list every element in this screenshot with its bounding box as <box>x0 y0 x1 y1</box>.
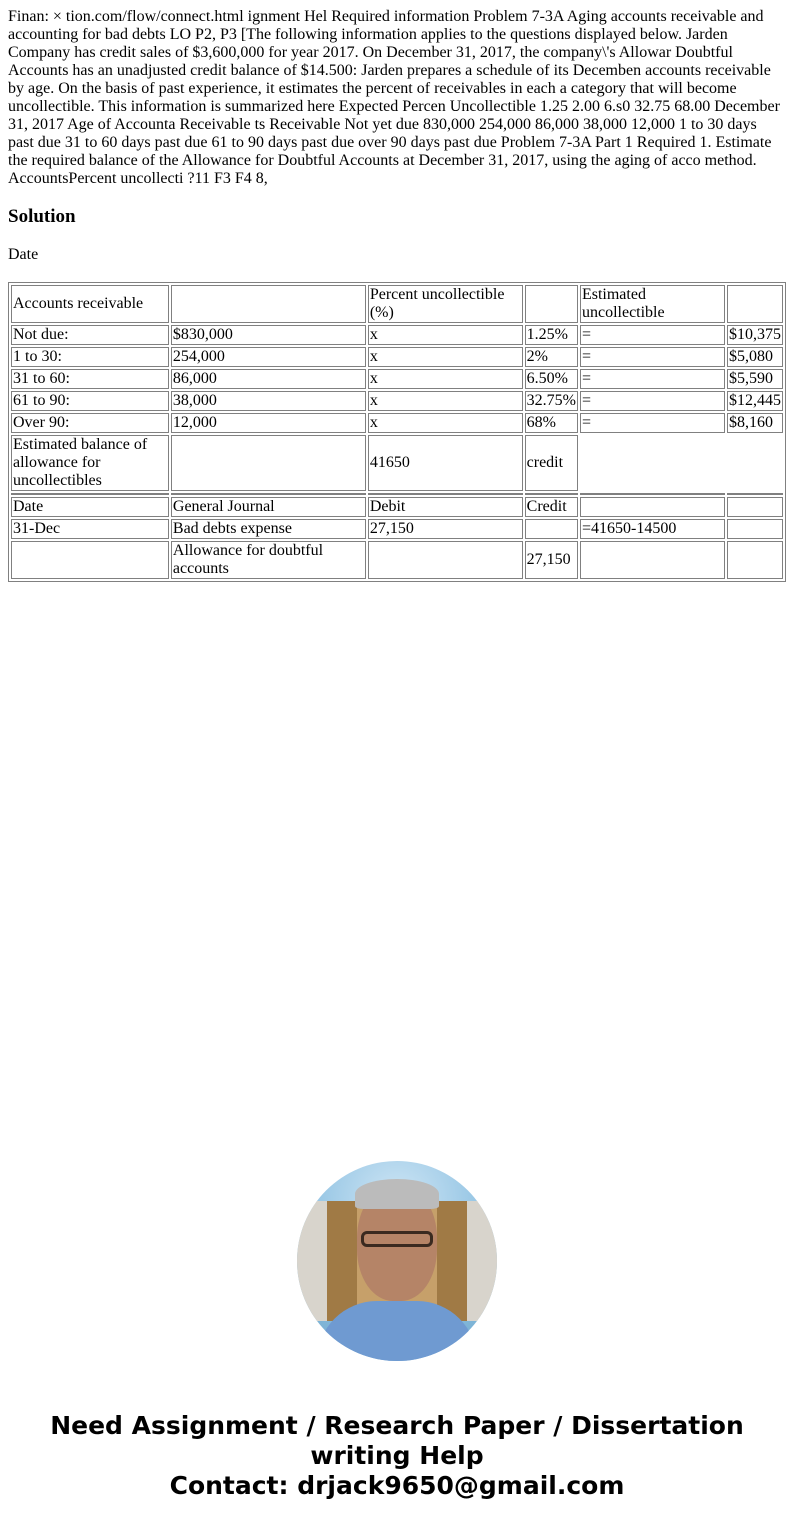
question-text: Finan: × tion.com/flow/connect.html ignment Hel Required information Problem 7-3A Aging accounts receivable and accounting for bad debts LO P2, P3 [The following information applies to the questions displayed below. Jarden Company has credit sales of $3,600,000 for year 2017. On December 31, 2017, the company\'s Allowar Doubtful Accounts has an unadjusted credit balance of $14.500: Jarden prepares a schedule of its Decemben accounts receivable by age. On the basis of past experience, it estimates the percent of receivables in each a category that will become uncollectible. This information is summarized here Expected Percen Uncollectible 1.25 2.00 6.s0 32.75 68.00 December 31, 2017 Age of Accounta Receivable ts Receivable Not yet due 830,000 254,000 86,000 38,000 12,000 1 to 30 days past due 31 to 60 days past due 61 to 90 days past due over 90 days past due Problem 7-3A Part 1 Required 1. Estimate the required balance of the Allowance for Doubtful Accounts at December 31, 2017, using the aging of acco method. AccountsPercent uncollecti ?11 F3 F4 8, <box>8 8 780 187</box>
table-cell: 61 to 90: <box>11 391 169 411</box>
table-cell: Credit <box>525 497 578 517</box>
table-row <box>11 369 783 389</box>
table-cell: $830,000 <box>171 325 366 345</box>
table-cell: 41650 <box>368 435 523 491</box>
solution-heading: Solution <box>8 206 76 227</box>
table-cell: x <box>368 369 523 389</box>
table-cell <box>727 541 783 579</box>
contact-banner <box>0 1411 794 1501</box>
table-header-row <box>11 285 783 323</box>
table-cell <box>727 285 783 323</box>
table-cell <box>368 541 523 579</box>
table-cell: = <box>580 347 725 367</box>
table-cell <box>580 541 725 579</box>
table-cell: $12,445 <box>727 391 783 411</box>
journal-row <box>11 519 783 539</box>
help-text: Need Assignment / Research Paper / Dissertation writing Help <box>50 1411 744 1470</box>
table-cell: 6.50% <box>525 369 578 389</box>
table-cell: 2% <box>525 347 578 367</box>
table-cell: Estimated balance of allowance for uncollectibles <box>11 435 169 491</box>
table-cell: x <box>368 413 523 433</box>
total-row <box>11 435 783 491</box>
table-cell: 27,150 <box>525 541 578 579</box>
table-cell: Bad debts expense <box>171 519 366 539</box>
table-cell: 31-Dec <box>11 519 169 539</box>
table-row <box>11 325 783 345</box>
table-cell: credit <box>525 435 578 491</box>
table-cell <box>171 285 366 323</box>
table-cell: 32.75% <box>526 392 576 409</box>
table-cell: Accounts receivable <box>11 285 169 323</box>
table-cell <box>525 519 578 539</box>
table-cell <box>727 497 783 517</box>
table-cell: x <box>368 325 523 345</box>
table-cell: Over 90: <box>11 413 169 433</box>
glasses-icon <box>361 1231 433 1247</box>
table-cell: $8,160 <box>727 413 783 433</box>
table-separator <box>11 493 783 495</box>
table-row <box>11 347 783 367</box>
table-cell <box>11 541 169 579</box>
table-cell: 68% <box>525 413 578 433</box>
table-cell: Debit <box>368 497 523 517</box>
table-cell: Date <box>11 497 169 517</box>
table-cell: $5,080 <box>727 347 783 367</box>
table-cell: x <box>368 347 523 367</box>
table-cell: Percent uncollectible (%) <box>368 285 523 323</box>
solution-table <box>8 282 786 582</box>
table-row <box>11 413 783 433</box>
table-cell: = <box>580 391 725 411</box>
contact-email: Contact: drjack9650@gmail.com <box>169 1471 625 1500</box>
table-cell: $5,590 <box>727 369 783 389</box>
table-cell: 1.25% <box>525 325 578 345</box>
table-cell: 86,000 <box>171 369 366 389</box>
table-cell: = <box>580 369 725 389</box>
table-cell: Allowance for doubtful accounts <box>171 541 366 579</box>
table-cell: 27,150 <box>368 519 523 539</box>
table-cell: 31 to 60: <box>11 369 169 389</box>
table-cell: =41650-14500 <box>580 519 725 539</box>
table-cell: x <box>368 391 523 411</box>
table-cell: 1 to 30: <box>11 347 169 367</box>
author-photo <box>297 1161 497 1361</box>
journal-header-row <box>11 497 783 517</box>
table-cell: 38,000 <box>171 391 366 411</box>
empty-cell <box>580 435 783 491</box>
table-cell <box>171 435 366 491</box>
table-cell: = <box>580 325 725 345</box>
table-cell <box>525 285 578 323</box>
journal-row <box>11 541 783 579</box>
table-cell: 254,000 <box>171 347 366 367</box>
table-cell <box>727 519 783 539</box>
table-cell: $10,375 <box>727 325 783 345</box>
table-cell: = <box>580 413 725 433</box>
date-label: Date <box>8 246 39 263</box>
table-cell: Estimated uncollectible <box>580 285 725 323</box>
table-cell: Not due: <box>11 325 169 345</box>
table-row <box>11 391 783 411</box>
table-cell: General Journal <box>171 497 366 517</box>
table-cell <box>580 497 725 517</box>
table-cell: 12,000 <box>171 413 366 433</box>
